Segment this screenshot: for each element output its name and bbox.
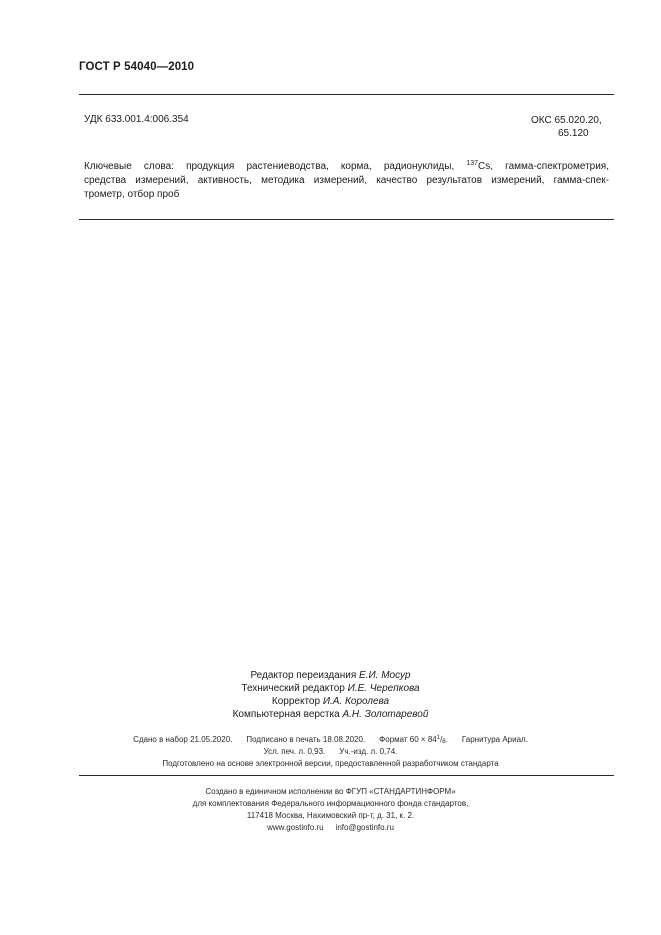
footer-line-3: 117418 Москва, Нахимовский пр-т, д. 31, к. 2. [246,811,415,820]
website-link[interactable]: www.gostinfo.ru [267,823,324,832]
header-rule [79,94,614,95]
oks-line-1: ОКС 65.020.20, [531,115,602,126]
print-row-1 [0,734,661,746]
editor-label: Редактор переиздания [250,670,357,681]
print-sheets: Усл. печ. л. 0,93. [263,747,326,756]
tech-editor-label: Технический редактор [241,683,345,694]
format-denominator: 8 [442,739,446,745]
keywords-rule [79,219,614,220]
prepared-note: Подготовлено на основе электронной версии, предоставленной разработчиком стандарта [162,759,499,768]
footer-rule [79,775,614,776]
layout-label: Компьютерная верстка [232,709,340,720]
oks-line-2: 65.120 [558,128,589,139]
keywords-block [84,160,609,202]
oks-code [531,114,602,140]
publisher-sheets: Уч.-изд. л. 0,74. [339,747,398,756]
editorial-staff [0,669,661,721]
submitted-date: Сдано в набор 21.05.2020. [133,735,233,744]
format-label: Формат 60 × 84 [379,735,437,744]
print-info [0,734,661,770]
keywords-text-end: , гамма-спектрометрия, [490,161,609,172]
format-numerator: 1 [436,735,441,741]
footer-line-2: для комплектования Федерального информационного фонда стандартов, [192,799,469,808]
footer-line-1: Создано в единичном исполнении во ФГУП «СТАНДАРТИНФОРМ» [205,787,456,796]
isotope-symbol: Cs [478,161,491,172]
signed-date: Подписано в печать 18.08.2020. [246,735,366,744]
tech-editor-name: И.Е. Черепкова [347,683,420,694]
publisher-footer [0,786,661,834]
keywords-line-3: трометр, отбор проб [84,189,180,200]
corrector-row [0,695,661,708]
document-header: ГОСТ Р 54040—2010 [79,61,195,73]
email-link[interactable]: info@gostinfo.ru [335,823,394,832]
footer-contacts [0,822,661,834]
editor-row [0,669,661,682]
editor-name: Е.И. Мосур [359,670,411,681]
keywords-line-1 [84,160,609,174]
corrector-label: Корректор [271,696,321,707]
paper-format: Формат $60 \times 84^1/_8$. [379,735,448,745]
keywords-line-2: средства измерений, активность, методика измерений, качество результатов измерений, гамма-спек- [84,175,609,186]
layout-name: А.Н. Золотаревой [342,709,429,720]
tech-editor-row [0,682,661,695]
print-row-2 [0,746,661,758]
layout-row [0,708,661,721]
keywords-text-start: Ключевые слова: продукция растениеводства, корма, радионуклиды, [84,161,467,172]
isotope-mass-number: 137 [466,160,479,167]
corrector-name: И.А. Королева [322,696,390,707]
udc-code: УДК 633.001.4:006.354 [84,114,189,125]
typeface: Гарнитура Ариал. [461,735,528,744]
